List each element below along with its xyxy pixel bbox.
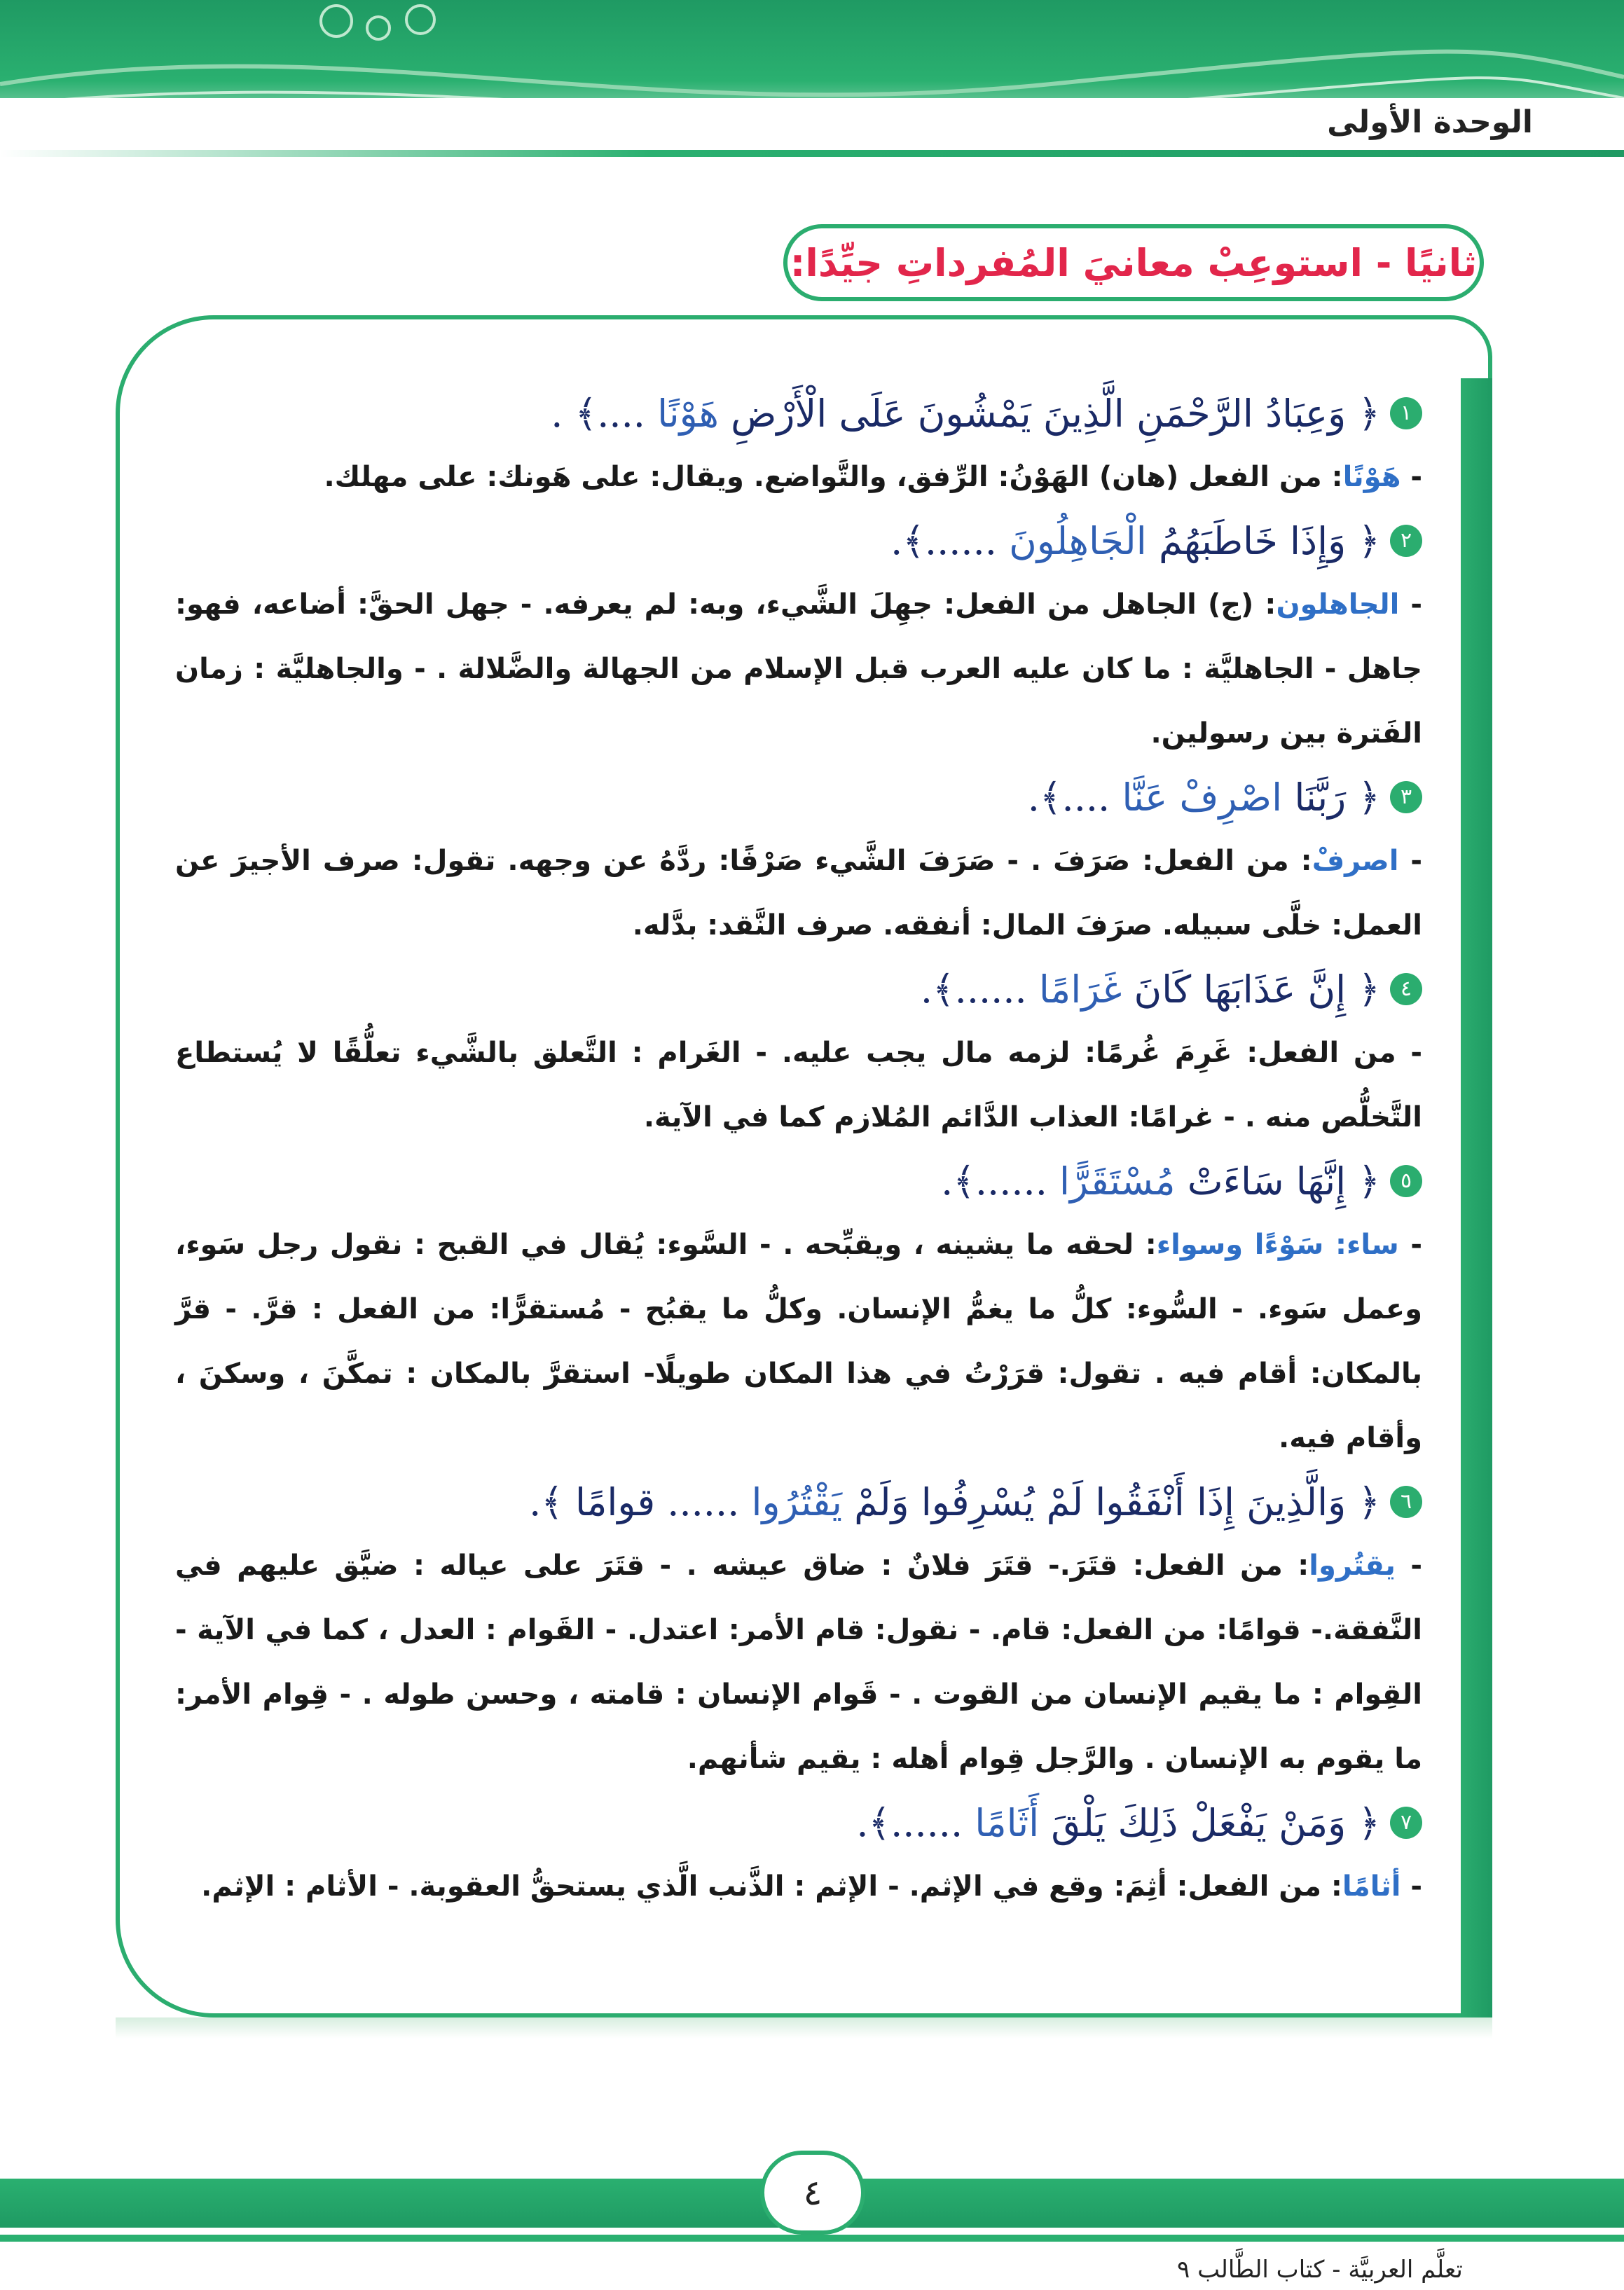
ayah-text: ﴿ وَإِذَا خَاطَبَهُمُ [1158,518,1380,563]
explanation-text: : من الفعل: أثِمَ: وقع في الإثم. - الإثم : الذَّنب الَّذي يستحقُّ العقوبة. - الأثام : الإثم. [201,1870,1342,1903]
explanation-text: : من الفعل (هان) الهَوْنُ: الرِّفق، والتَّواضع. ويقال: على هَونك: على مهلك. [324,461,1343,493]
explanation: - الجاهلون: (ج) الجاهل من الفعل: جهِلَ الشَّيء، وبه: لم يعرفه. - جهل الحقَّ: أضاعه، فهو: جاهل - الجاهليَّة : ما كان عليه العرب قبل الإسلام من الجهالة والضَّلالة . - والجاهليَّة : زمان الفَترة بين رسولين. [175,588,1422,750]
footer-line [0,2235,1624,2242]
ayah-keyword: غَرَامًا [1038,967,1122,1012]
explanation-text: : (ج) الجاهل من الفعل: جهِلَ الشَّيء، وبه: لم يعرفه. - جهل الحقَّ: أضاعه، فهو: جاهل - الجاهليَّة : ما كان عليه العرب قبل الإسلام من الجهالة والضَّلالة . - والجاهليَّة : زمان الفَترة بين رسولين. [175,588,1422,750]
ayah-tail: ....﴾. [1027,775,1110,820]
ayah-line [175,766,1422,829]
ayah-line [175,382,1422,445]
vocab-item [175,766,1422,958]
keyword: الجاهلون [1276,588,1400,621]
item-number: ٢ [1390,525,1422,557]
ayah-line [175,1150,1422,1213]
panel-bottom-shade [116,2017,1492,2039]
ayah-tail: ....﴾ . [551,391,645,436]
ayah-line [175,509,1422,572]
vocab-item [175,382,1422,509]
explanation: - أثامًا: من الفعل: أثِمَ: وقع في الإثم. - الإثم : الذَّنب الَّذي يستحقُّ العقوبة. - الأثام : الإثم. [201,1870,1422,1903]
ayah-text: ﴿ رَبَّنَا [1294,775,1380,820]
section-title-box [783,224,1484,301]
page-number: ٤ [760,2151,865,2235]
vocab-item [175,509,1422,766]
item-number: ٤ [1390,973,1422,1005]
vocab-item [175,1791,1422,1919]
ayah-keyword: مُسْتَقَرًّا [1059,1159,1176,1203]
ayah-tail: ......﴾. [856,1800,963,1845]
keyword: ساء: سَوْءًا وسواء [1156,1229,1399,1261]
item-number: ٥ [1390,1165,1422,1197]
keyword: أثامًا [1342,1870,1401,1903]
explanation: - يقتُروا: من الفعل: قتَرَ.- قتَرَ فلانٌ : ضاق عيشه . - قتَرَ على عياله : ضيَّق عليهم في النَّفقة.- قوامًا: من الفعل: قام. - نقول: قام الأمر: اعتدل. - القَوام : العدل ، كما في الآية - القِوام : ما يقيم الإنسان من القوت . - قَوام الإنسان : قامته ، وحسن طوله . - قِوام الأمر: ما يقوم به الإنسان . والرَّجل قِوام أهله : يقيم شأنهم. [175,1550,1423,1775]
vocab-item [175,1470,1422,1791]
item-number: ٣ [1390,781,1422,813]
item-number: ١ [1390,397,1422,429]
vocabulary-list [175,382,1422,1919]
explanation-text: - من الفعل: غَرِمَ غُرمًا: لزمه مال يجب عليه. - الغَرام : التَّعلق بالشَّيء تعلُّقًا لا يُستطاع التَّخلُّص منه . - غرامًا: العذاب الدَّائم المُلازم كما في الآية. [175,1037,1422,1133]
vocab-item [175,1150,1422,1470]
ayah-keyword: الْجَاهِلُونَ [1009,518,1147,563]
explanation: - اصرفْ: من الفعل: صَرَفَ . - صَرَفَ الشَّيء صَرْفًا: ردَّهُ عن وجهه. تقول: صرف الأجيرَ عن العمل: خلَّى سبيله. صرَفَ المال: أنفقه. صرف النَّقد: بدَّله. [175,845,1422,941]
vocab-item [175,958,1422,1150]
header-divider [0,150,1624,157]
ayah-keyword: أَثَامًا [975,1800,1040,1845]
keyword: اصرفْ [1312,845,1399,877]
item-number: ٦ [1390,1486,1422,1518]
ayah-line [175,1470,1422,1533]
keyword: يقتُروا [1309,1550,1396,1582]
explanation-text: : من الفعل: قتَرَ.- قتَرَ فلانٌ : ضاق عيشه . - قتَرَ على عياله : ضيَّق عليهم في النَّفقة.- قوامًا: من الفعل: قام. - نقول: قام الأمر: اعتدل. - القَوام : العدل ، كما في الآية - القِوام : ما يقيم الإنسان من القوت . - قَوام الإنسان : قامته ، وحسن طوله . - قِوام الأمر: ما يقوم به الإنسان . والرَّجل قِوام أهله : يقيم شأنهم. [175,1550,1422,1775]
explanation: - ساء: سَوْءًا وسواء: لحقه ما يشينه ، ويقبِّحه . - السَّوء: يُقال في القبح : نقول رجل سَوء، وعمل سَوء. - السُّوء: كلُّ ما يغمُّ الإنسان. وكلُّ ما يقبُح - مُستقرًّا: من الفعل : قرَّ. - قرَّ بالمكان: أقام فيه . تقول: قرَرْتُ في هذا المكان طويلًا- استقرَّ بالمكان : تمكَّنَ ، وسكنَ ، وأقام فيه. [175,1229,1423,1454]
explanation [175,1021,1422,1150]
ayah-text: ﴿ وَمَنْ يَفْعَلْ ذَلِكَ يَلْقَ [1051,1800,1380,1845]
ayah-line [175,958,1422,1021]
ayah-text: ﴿ وَعِبَادُ الرَّحْمَنِ الَّذِينَ يَمْشُونَ عَلَى الْأَرْضِ [731,391,1380,436]
keyword: هَوْنًا [1342,461,1401,493]
unit-title: الوحدة الأولى [1327,104,1533,140]
explanation-text: : من الفعل: صَرَفَ . - صَرَفَ الشَّيء صَرْفًا: ردَّهُ عن وجهه. تقول: صرف الأجيرَ عن العمل: خلَّى سبيله. صرَفَ المال: أنفقه. صرف النَّقد: بدَّله. [175,845,1422,941]
ayah-keyword: هَوْنًا [657,391,719,436]
ayah-tail: ......﴾. [920,967,1027,1012]
explanation: - هَوْنًا: من الفعل (هان) الهَوْنُ: الرِّفق، والتَّواضع. ويقال: على هَونك: على مهلك. [324,461,1422,493]
ayah-keyword: يَقْتُرُوا [751,1479,842,1524]
section-title: ثانيًا - استوعِبْ معانيَ المُفرداتِ جيِّدًا: [790,240,1478,285]
ayah-text: ﴿ إِنَّهَا سَاءَتْ [1187,1159,1380,1203]
ayah-text: ﴿ إِنَّ عَذَابَهَا كَانَ [1134,967,1380,1012]
book-title: تعلَّم العربيَّة - كتاب الطَّالب ٩ [1177,2256,1463,2284]
ayah-tail: ......﴾. [941,1159,1047,1203]
ayah-tail: ......﴾. [890,518,997,563]
ayah-tail: ...... قوامًا ﴾. [529,1479,740,1524]
item-number: ٧ [1390,1807,1422,1839]
ayah-line [175,1791,1422,1854]
ayah-text: ﴿ وَالَّذِينَ إِذَا أَنْفَقُوا لَمْ يُسْرِفُوا وَلَمْ [854,1479,1380,1524]
explanation-text: : لحقه ما يشينه ، ويقبِّحه . - السَّوء: يُقال في القبح : نقول رجل سَوء، وعمل سَوء. - السُّوء: كلُّ ما يغمُّ الإنسان. وكلُّ ما يقبُح - مُستقرًّا: من الفعل : قرَّ. - قرَّ بالمكان: أقام فيه . تقول: قرَرْتُ في هذا المكان طويلًا- استقرَّ بالمكان : تمكَّنَ ، وسكنَ ، وأقام فيه. [175,1229,1422,1454]
ayah-keyword: اصْرِفْ عَنَّا [1122,775,1283,820]
panel-side-bar [1461,378,1492,2017]
